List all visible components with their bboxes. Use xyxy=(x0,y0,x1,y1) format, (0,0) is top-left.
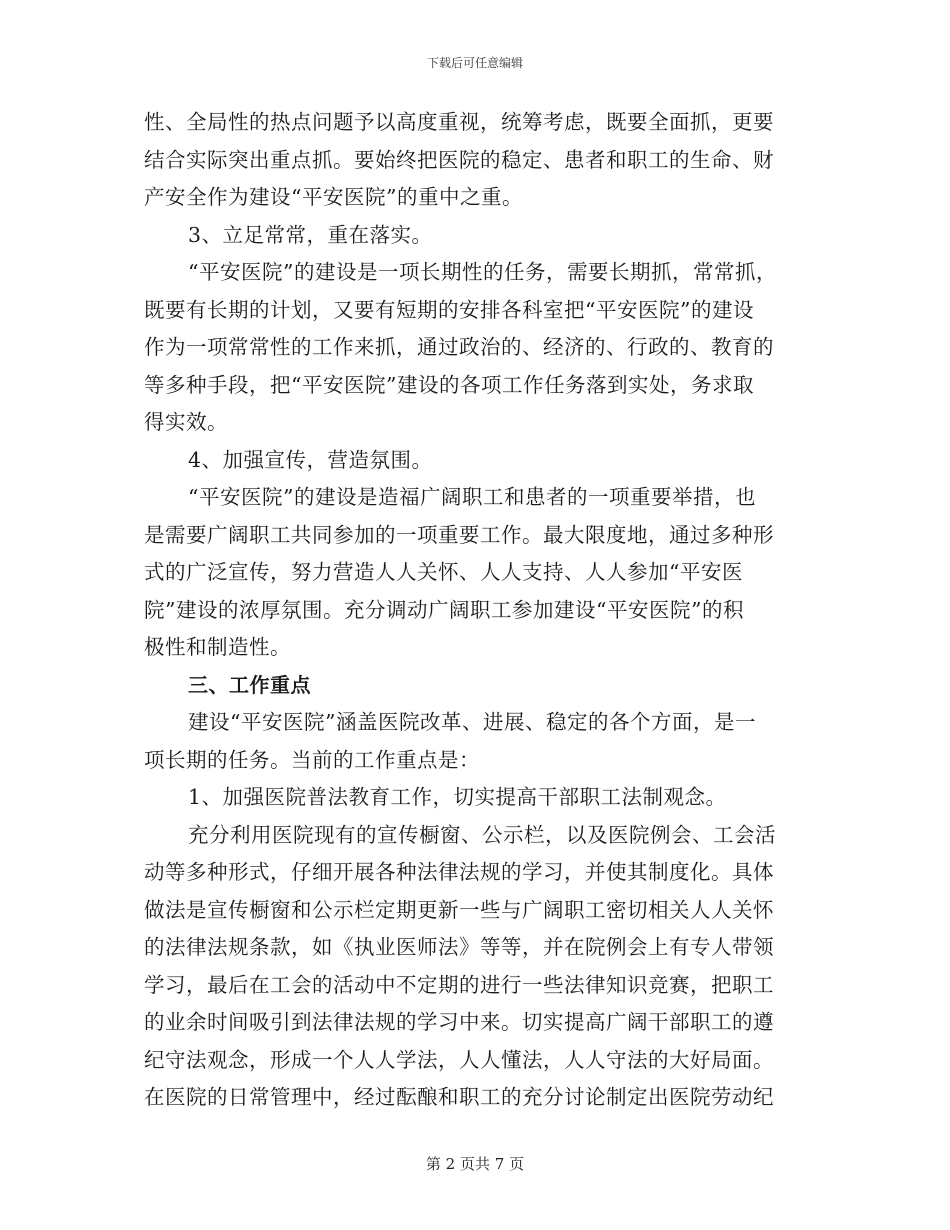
text-line: “平安医院”的建设是造福广阔职工和患者的一项重要举措，也 xyxy=(188,485,756,509)
text-line: 极性和制造性。 xyxy=(144,635,291,659)
text-line: 产安全作为建设“平安医院”的重中之重。 xyxy=(144,185,523,209)
text-line: 院”建设的浓厚氛围。充分调动广阔职工参加建设“平安医院”的积 xyxy=(144,597,744,622)
text-line: 是需要广阔职工共同参加的一项重要工作。最大限度地，通过多种形 xyxy=(144,522,774,547)
text-line: 结合实际突出重点抓。要始终把医院的稳定、患者和职工的生命、财 xyxy=(144,147,774,172)
text-line: 纪守法观念，形成一个人人学法，人人懂法，人人守法的大好局面。 xyxy=(144,1047,774,1072)
text-line: 做法是宣传橱窗和公示栏定期更新一些与广阔职工密切相关人人关怀 xyxy=(144,897,774,922)
text-line: 建设“平安医院”涵盖医院改革、进展、稳定的各个方面，是一 xyxy=(188,710,756,734)
subheading: 1、加强医院普法教育工作，切实提高干部职工法制观念。 xyxy=(188,785,727,809)
text-line: 得实效。 xyxy=(144,410,228,434)
text-line: 的业余时间吸引到法律法规的学习中来。切实提高广阔干部职工的遵 xyxy=(144,1010,774,1034)
text-line: 的法律法规条款，如《执业医师法》等等，并在院例会上有专人带领 xyxy=(144,935,774,959)
section-heading: 三、工作重点 xyxy=(188,672,311,697)
text-line: 既要有长期的计划，又要有短期的安排各科室把“平安医院”的建设 xyxy=(144,297,754,322)
page-footer: 第 2 页共 7 页 xyxy=(425,1155,525,1173)
text-line: 学习，最后在工会的活动中不定期的进行一些法律知识竞赛，把职工 xyxy=(144,972,774,997)
text-line: 充分利用医院现有的宣传橱窗、公示栏，以及医院例会、工会活 xyxy=(188,822,776,847)
text-line: 动等多种形式，仔细开展各种法律法规的学习，并使其制度化。具体 xyxy=(144,860,774,884)
page-header: 下载后可任意编辑 xyxy=(426,56,523,70)
text-line: 项长期的任务。当前的工作重点是： xyxy=(144,747,480,772)
text-line: 在医院的日常管理中，经过酝酿和职工的充分讨论制定出医院劳动纪 xyxy=(144,1085,774,1109)
subheading: 4、加强宣传，营造氛围。 xyxy=(188,447,433,472)
text-line: “平安医院”的建设是一项长期性的任务，需要长期抓，常常抓， xyxy=(188,260,777,284)
text-line: 作为一项常常性的工作来抓，通过政治的、经济的、行政的、教育的 xyxy=(144,335,774,359)
text-line: 式的广泛宣传，努力营造人人关怀、人人支持、人人参加“平安医 xyxy=(144,560,743,584)
body-text xyxy=(144,104,800,1117)
text-line: 性、全局性的热点问题予以高度重视，统筹考虑，既要全面抓，更要 xyxy=(144,110,774,134)
subheading: 3、立足常常，重在落实。 xyxy=(188,222,433,247)
text-line: 等多种手段，把“平安医院”建设的各项工作任务落到实处，务求取 xyxy=(144,372,754,397)
